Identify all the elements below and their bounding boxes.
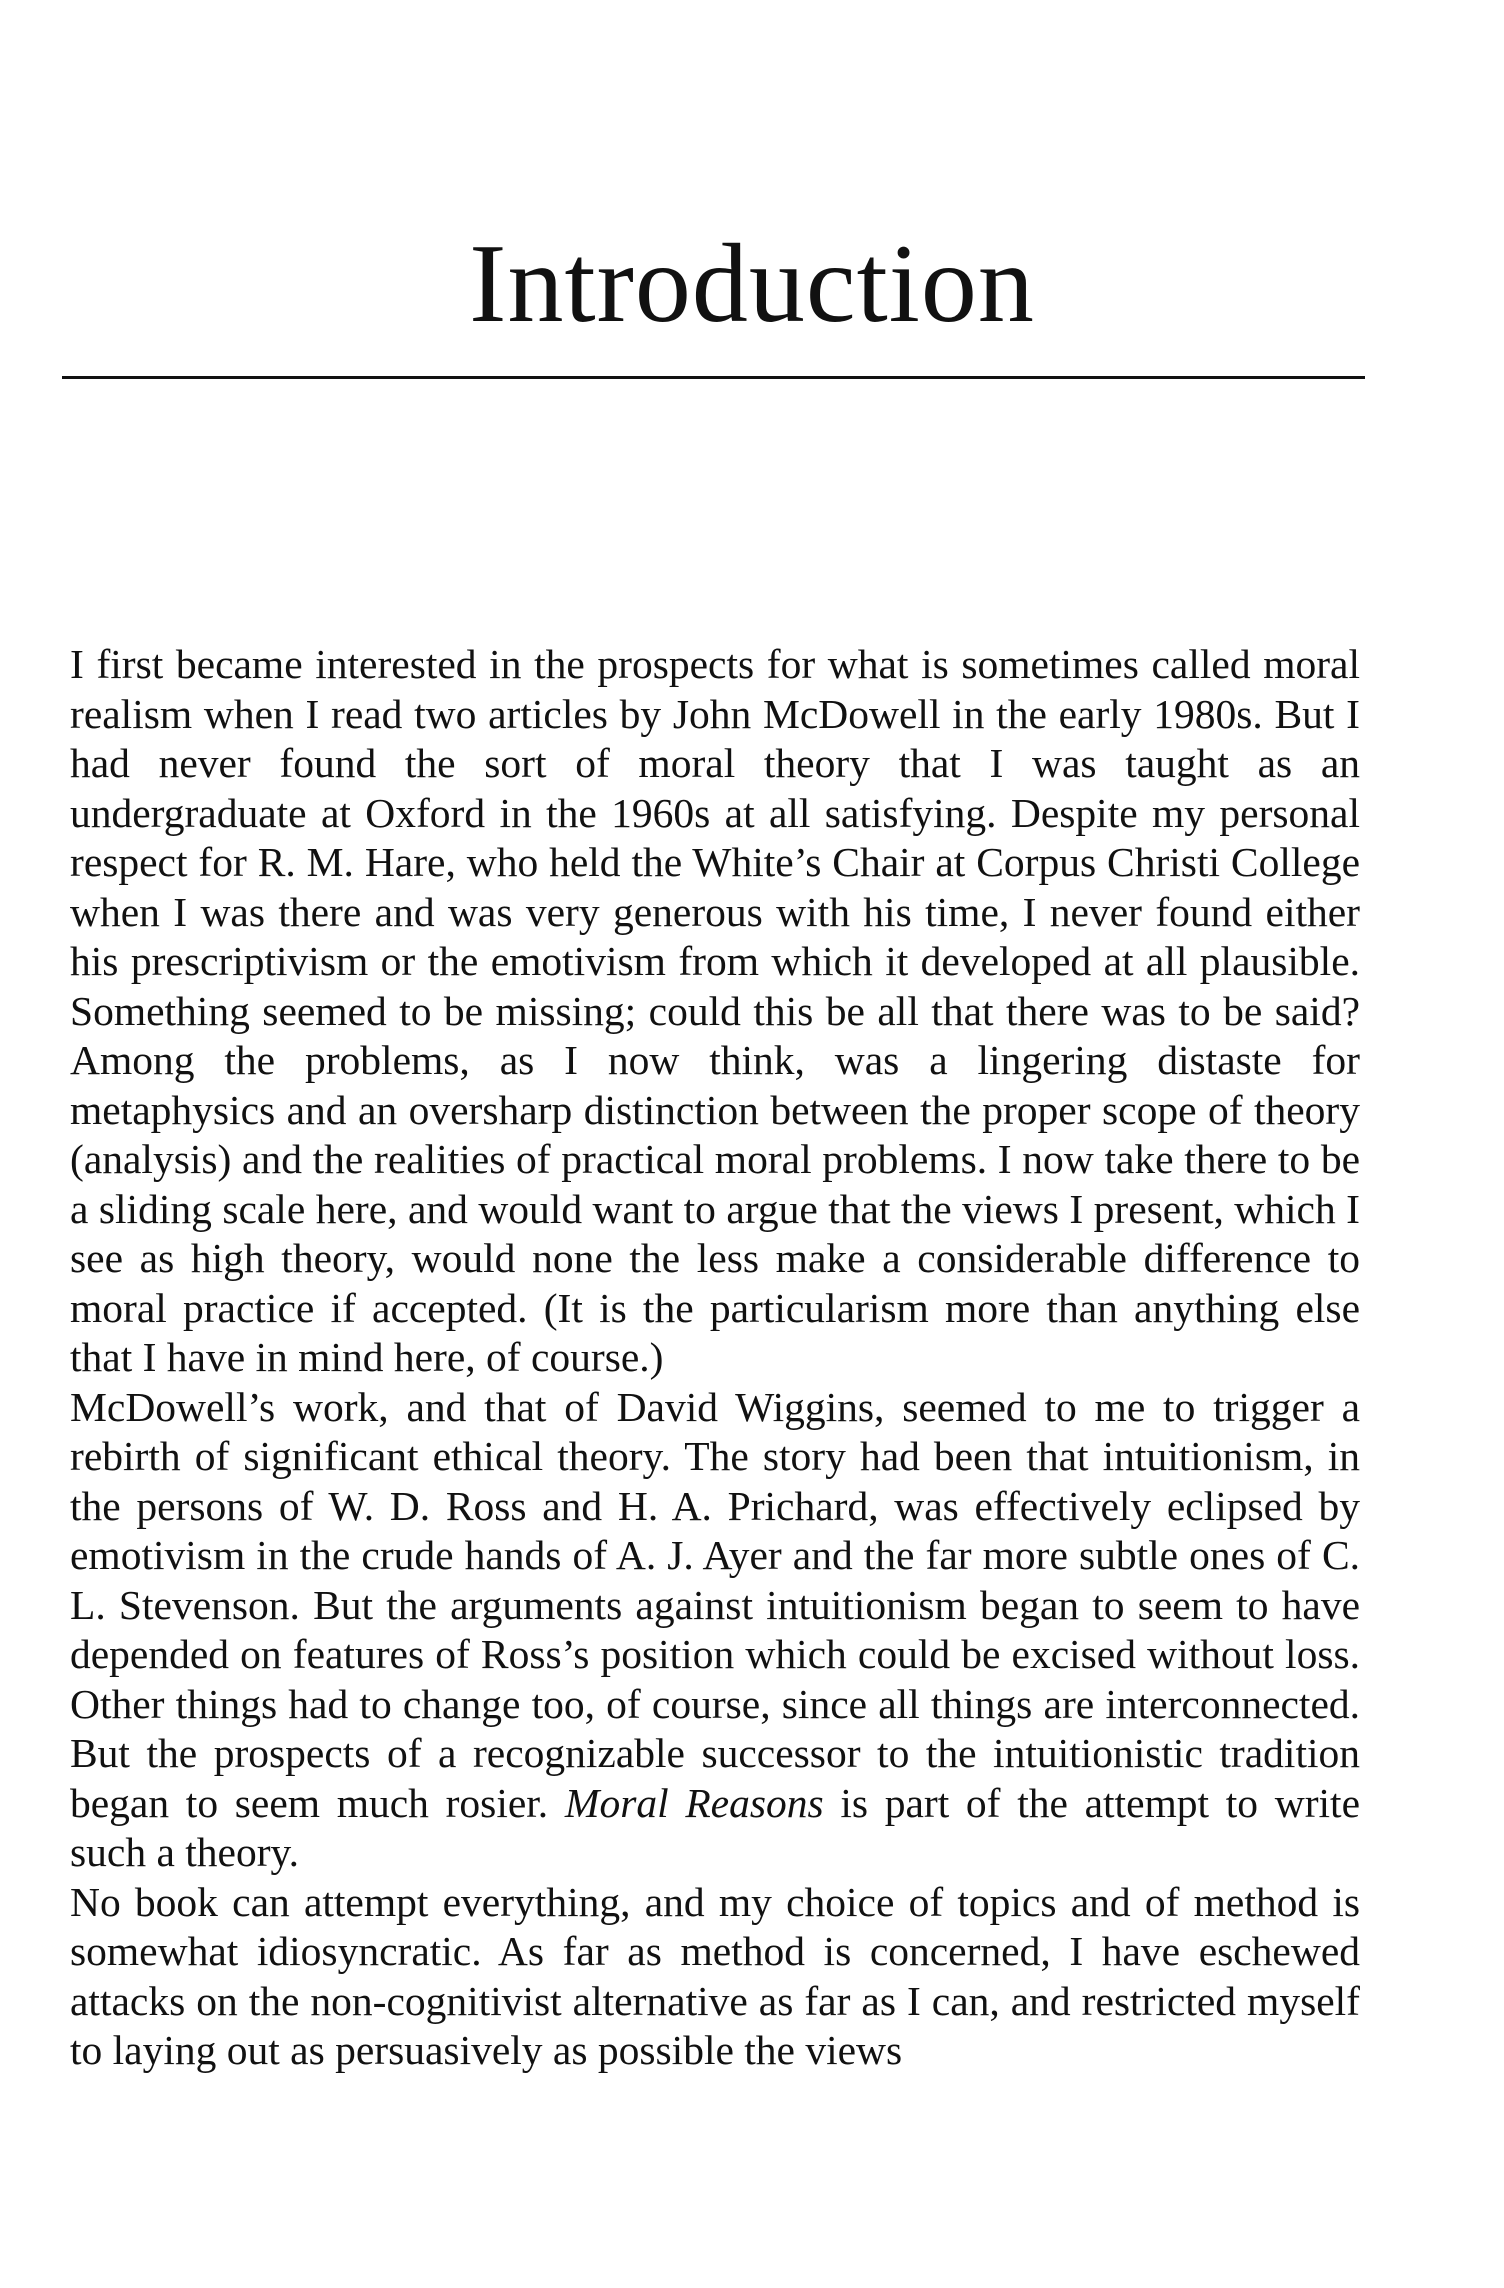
body-text (70, 640, 1360, 2076)
paragraph-2-text-after: is part of the attempt to write such a theory. (70, 1779, 1360, 1875)
book-title-moral-reasons: Moral Reasons (564, 1779, 824, 1826)
title-rule (62, 376, 1365, 379)
paragraph-1: I first became interested in the prospects for what is sometimes called moral realism when I read two articles by John McDowell in the early 1980s. But I had never found the sort of moral theory that I was taught as an undergraduate at Oxford in the 1960s at all satisfying. Despite my personal respect for R. M. Hare, who held the White’s Chair at Corpus Christi College when I was there and was very generous with his time, I never found either his prescriptivism or the emotivism from which it developed at all plausible. Something seemed to be missing; could this be all that there was to be said? Among the problems, as I now think, was a lingering distaste for metaphysics and an oversharp distinction between the proper scope of theory (analysis) and the realities of practical moral problems. I now take there to be a sliding scale here, and would want to argue that the views I present, which I see as high theory, would none the less make a considerable difference to moral practice if accepted. (It is the particularism more than anything else that I have in mind here, of course.) (70, 641, 1360, 1380)
paragraph-3: No book can attempt everything, and my choice of topics and of method is somewhat idiosyncratic. As far as method is concerned, I have eschewed attacks on the non-cognitivist alternative as far as I can, and restricted myself to laying out as persuasively as possible the views (70, 1878, 1360, 2073)
paragraph-2-text-before: McDowell’s work, and that of David Wiggins, seemed to me to trigger a rebirth of significant ethical theory. The story had been that intuitionism, in the persons of W. D. Ross and H. A. Prichard, was effectively eclipsed by emotivism in the crude hands of A. J. Ayer and the far more subtle ones of C. L. Stevenson. But the arguments against intuitionism began to seem to have depended on features of Ross’s position which could be excised without loss. Other things had to change too, of course, since all things are interconnected. But the prospects of a recognizable successor to the intuitionistic tradition began to seem much rosier. (70, 1383, 1360, 1826)
chapter-title: Introduction (469, 222, 1035, 346)
paragraph-2 (70, 1383, 1360, 1878)
